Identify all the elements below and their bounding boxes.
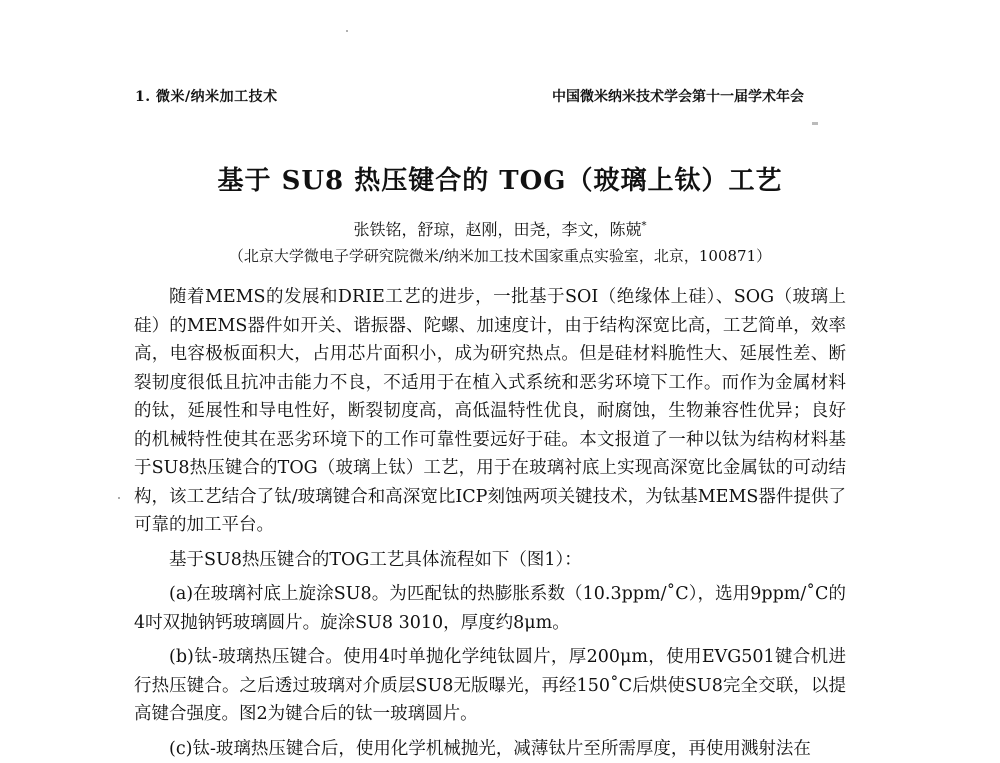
conference-header: 中国微米纳米技术学会第十一届学术年会 [552,86,804,106]
paper-title: 基于 SU8 热压键合的 TOG（玻璃上钛）工艺 [0,160,1000,197]
author-line [0,217,1000,240]
body-paragraph-step-b: (b)钛-玻璃热压键合。使用4吋单抛化学纯钛圆片，厚200μm，使用EVG501键合机进行热压键合。之后透过玻璃对介质层SU8无版曝光，再经150˚C后烘使SU8完全交联，以提高键合强度。图2为键合后的钛一玻璃圆片。 [134,643,846,729]
paper-body [134,283,846,763]
body-paragraph-process: 基于SU8热压键合的TOG工艺具体流程如下（图1）： [134,546,846,575]
scan-speck [812,122,818,125]
corresponding-author-mark: * [642,221,647,232]
section-header: 1. 微米/纳米加工技术 [135,86,278,106]
body-paragraph-intro: 随着MEMS的发展和DRIE工艺的进步，一批基于SOI（绝缘体上硅）、SOG（玻璃上硅）的MEMS器件如开关、谐振器、陀螺、加速度计，由于结构深宽比高，工艺简单，效率高，电容极板面积大，占用芯片面积小，成为研究热点。但是硅材料脆性大、延展性差、断裂韧度很低且抗冲击能力不良，不适用于在植入式系统和恶劣环境下工作。而作为金属材料的钛，延展性和导电性好，断裂韧度高，高低温特性优良，耐腐蚀，生物兼容性优异；良好的机械特性使其在恶劣环境下的工作可靠性要远好于硅。本文报道了一种以钛为结构材料基于SU8热压键合的TOG（玻璃上钛）工艺，用于在玻璃衬底上实现高深宽比金属钛的可动结构，该工艺结合了钛/玻璃键合和高深宽比ICP刻蚀两项关键技术，为钛基MEMS器件提供了可靠的加工平台。 [134,283,846,540]
body-paragraph-step-c: (c)钛-玻璃热压键合后，使用化学机械抛光，减薄钛片至所需厚度，再使用溅射法在 [134,735,846,763]
scan-speck [118,497,120,499]
body-paragraph-step-a: (a)在玻璃衬底上旋涂SU8。为匹配钛的热膨胀系数（10.3ppm/˚C），选用9ppm/˚C的4吋双抛钠钙玻璃圆片。旋涂SU8 3010，厚度约8μm。 [134,580,846,637]
scan-speck [346,30,348,32]
affiliation: （北京大学微电子学研究院微米/纳米加工技术国家重点实验室，北京，100871） [0,245,1000,266]
author-list: 张铁铭，舒琼，赵刚，田尧，李文，陈兢 [353,220,641,239]
